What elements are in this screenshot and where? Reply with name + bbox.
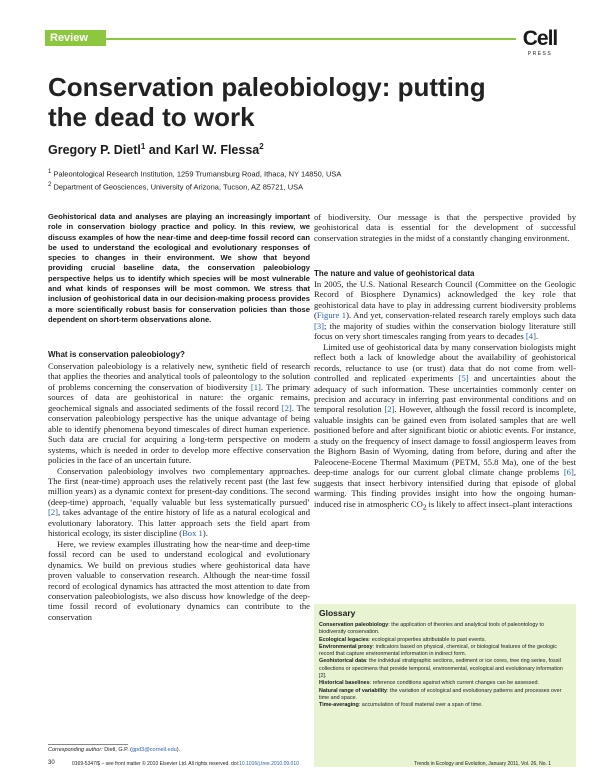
paragraph: Conservation paleobiology involves two complementary approaches. The first (near-time) approach uses the relatively recent past (the last few million years) as a dynamic context for present-day conditions. The second (deep-time) approach, ‘equally valuable but less systematically pursued’ [2], takes advantage of the entire history of life as a natural ecological and evolutionary laboratory. This latter approach sets the field apart from historical ecology, its sister discipline (Box 1). — [48, 465, 310, 539]
footer-copyright: 0169-5347/$ – see front matter © 2010 Elsevier Ltd. All rights reserved. doi:10.1016/j.tree.2010.09.010 — [72, 761, 299, 767]
abstract: Geohistorical data and analyses are playing an increasingly important role in conservation biology practice and policy. In this review, we discuss examples of how the near-time and deep-time fossil record can be used to understand the ecological and evolutionary responses of species to changes in their environment. We show that beyond providing crucial baseline data, the conservation paleobiology perspective helps us to identify which species will be most vulnerable and what kinds of responses will be most common. We stress that inclusion of geohistorical data in our decision-making process provides a more scientifically robust basis for conservation policies than those dependent on short-term observations alone. — [48, 212, 310, 324]
glossary-entry: Natural range of variability: the variation of ecological and evolutionary patterns and processes over time and space. — [319, 687, 562, 701]
corresponding-author-note: Corresponding author: Dietl, G.P. (gpd3@cornell.edu). — [48, 747, 181, 753]
author-email-link[interactable]: gpd3@cornell.edu — [131, 747, 177, 753]
section-heading-what-is: What is conservation paleobiology? — [48, 350, 185, 359]
logo-subtext: PRESS — [527, 51, 553, 57]
author-affil-mark: 1 — [140, 142, 146, 151]
citation-link[interactable]: [1] — [250, 381, 261, 392]
author-flessa: Karl W. Flessa — [174, 143, 260, 158]
citation-link[interactable]: [5] — [458, 373, 469, 384]
section-label: Review — [45, 30, 106, 46]
paragraph: Conservation paleobiology is a relatively new, synthetic field of research that applies the theories and analytical tools of paleontology to the solution of problems concerning the conservation of biodiversity [1]. The primary sources of data are geohistorical in nature: the organic remains, geochemical signals and associated sediments of the fossil record [2]. The conservation paleobiology perspective has the unique advantage of being able to identify phenomena beyond timescales of direct human experience. Such data are crucial for acquiring a long-term perspective on modern systems, which is needed in order to develop more effective conservation policies in the face of an uncertain future. — [48, 361, 310, 466]
logo-wordmark: Cell — [522, 27, 558, 50]
article-title: Conservation paleobiology: putting the dead to work — [48, 72, 486, 132]
cell-press-logo — [520, 28, 560, 57]
author-conjunction: and — [145, 143, 175, 158]
citation-link[interactable]: [2] — [48, 507, 59, 518]
author-list — [48, 142, 264, 157]
affiliation-1: $^1$ Paleontological Research Institution, 1259 Trumansburg Road, Ithaca, NY 14850, USA — [48, 169, 342, 179]
header-rule — [106, 38, 516, 40]
author-affil-mark: 2 — [259, 142, 264, 151]
citation-link[interactable]: [2] — [384, 404, 395, 415]
figure-link[interactable]: Figure 1 — [316, 310, 347, 321]
affiliation-2: $^2$ Department of Geosciences, University of Arizona, Tucson, AZ 85721, USA — [48, 181, 304, 191]
citation-link[interactable]: [2] — [281, 402, 292, 413]
glossary-entry: Environmental proxy: indicators based on physical, chemical, or biological features of the geologic record that capture environmental information in indirect form. — [319, 643, 557, 658]
glossary-entry: Time-averaging: accumulation of fossil material over a span of time. — [319, 702, 483, 709]
glossary-entry: Historical baselines: reference conditions against which current changes can be assessed. — [319, 680, 539, 687]
section-body-right — [314, 279, 576, 513]
glossary-entry: Ecological legacies: ecological properties attributable to past events. — [319, 636, 486, 643]
section-heading-nature-value: The nature and value of geohistorical data — [314, 269, 475, 278]
citation-link[interactable]: [6] — [563, 467, 574, 478]
journal-citation: Trends in Ecology and Evolution, January 2011, Vol. 26, No. 1 — [414, 761, 552, 767]
footnote-rule — [48, 744, 128, 745]
paragraph: In 2005, the U.S. National Research Council (Committee on the Geologic Record of Biosphere Dynamics) acknowledged the key role that geohistorical data have to play in addressing current biodiversity problems (Figure 1). And yet, conservation-related research rarely employs such data [3]; the majority of studies within the conservation biology literature still focus on very short timescales ranging from years to decades [4]. — [314, 279, 576, 342]
glossary-box — [314, 604, 576, 767]
glossary-entry: Conservation paleobiology: the application of theories and analytical tools of paleontology to biodiversity conservation. — [319, 622, 545, 636]
section-body-left — [48, 361, 310, 622]
affiliations — [48, 167, 341, 192]
glossary-entry: Geohistorical data: the individual stratigraphic sections, sediment or ice cores, tree ring series, fossil collections or specimens that provide temporal, environmental, ecological and evolutionary information [2]. — [319, 658, 563, 680]
paragraph: Limited use of geohistorical data by many conservation biologists might reflect both a lack of knowledge about the availability of geohistorical records, reluctance to use (or trust) data that do not come from well-controlled and replicated experiments [5] and uncertainties about the adequacy of such information. These uncertainties commonly center on precision and accuracy in inferring past environmental conditions and on temporal resolution [2]. However, although the fossil record is incomplete, valuable insights can be gained even from isolated samples that are well positioned before and after significant biotic or abiotic events. For instance, a study on the frequency of insect damage to fossil angiosperm leaves from the Bighorn Basin of Wyoming, dating from before, during and after the Paleocene-Eocene Thermal Maximum (PETM, 55.8 Ma), one of the best deep-time analogs for our current global climate change problems [6], suggests that insect herbivory intensified during that episode of global warming. This finding provides insight into how the ongoing human-induced rise in atmospheric $CO_2$ is likely to affect insect–plant interactions — [314, 341, 576, 512]
continued-paragraph: of biodiversity. Our message is that the perspective provided by geohistorical data is essential for the development of successful conservation strategies in the midst of a constantly changing environment. — [314, 212, 576, 243]
doi-link[interactable]: 10.1016/j.tree.2010.09.010 — [239, 761, 299, 767]
paragraph: Here, we review examples illustrating how the near-time and deep-time fossil record can be used to understand ecological and evolutionary dynamics. We build on previous studies where geohistorical data have proven valuable to conservation research. Although the near-time fossil record of ecological dynamics has attracted the most attention to date from conservation paleobiologists, we also discuss how knowledge of the deep-time fossil record of evolutionary dynamics can contribute to the conservation — [48, 538, 310, 622]
glossary-title: Glossary — [319, 608, 356, 618]
author-dietl: Gregory P. Dietl — [48, 143, 141, 158]
box-link[interactable]: Box 1 — [182, 528, 203, 539]
page-number: 30 — [48, 760, 55, 766]
citation-link[interactable]: [3] — [314, 320, 325, 331]
citation-link[interactable]: [4] — [525, 331, 536, 342]
